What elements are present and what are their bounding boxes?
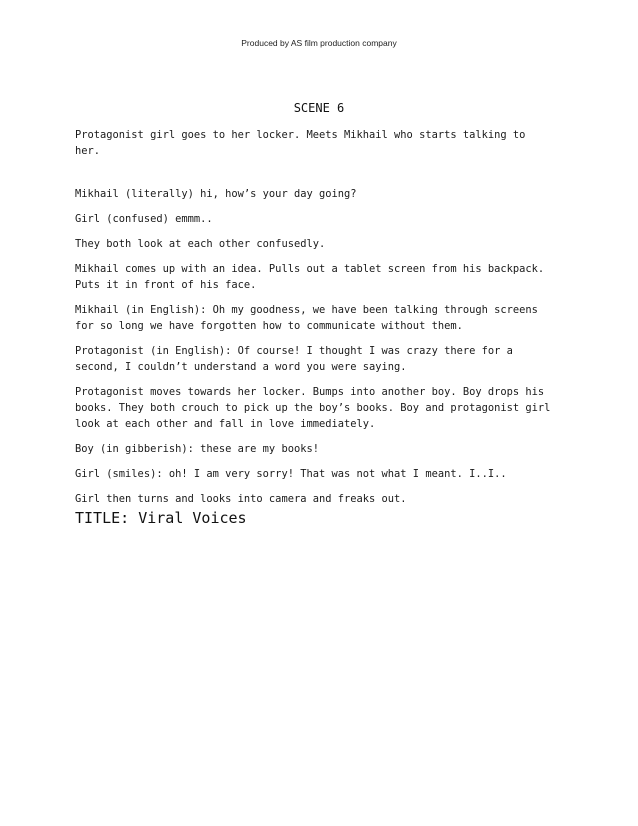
dialogue-line: Boy (in gibberish): these are my books!: [75, 443, 319, 455]
page-header: Produced by AS film production company: [241, 38, 397, 48]
dialogue-line: Mikhail (in English): Oh my goodness, we have been talking through screens for so long we have forgotten how to communicate without them.: [75, 304, 538, 332]
action-line: Protagonist moves towards her locker. Bumps into another boy. Boy drops his books. They both crouch to pick up the boy’s books. Boy and protagonist girl look at each other and fall in love immediately.: [75, 386, 551, 430]
action-line: Girl then turns and looks into camera and freaks out.: [75, 493, 407, 505]
action-line: They both look at each other confusedly.: [75, 238, 326, 250]
title-card: TITLE: Viral Voices: [75, 509, 247, 527]
script-body: [75, 127, 555, 516]
dialogue-line: Girl (confused) emmm..: [75, 213, 213, 225]
action-line: Protagonist girl goes to her locker. Meets Mikhail who starts talking to her.: [75, 129, 526, 157]
dialogue-line: Girl (smiles): oh! I am very sorry! That was not what I meant. I..I..: [75, 468, 507, 480]
dialogue-line: Mikhail (literally) hi, how’s your day going?: [75, 188, 357, 200]
scene-heading: SCENE 6: [293, 101, 345, 115]
dialogue-line: Protagonist (in English): Of course! I thought I was crazy there for a second, I couldn’t understand a word you were saying.: [75, 345, 513, 373]
action-line: Mikhail comes up with an idea. Pulls out a tablet screen from his backpack. Puts it in front of his face.: [75, 263, 545, 291]
